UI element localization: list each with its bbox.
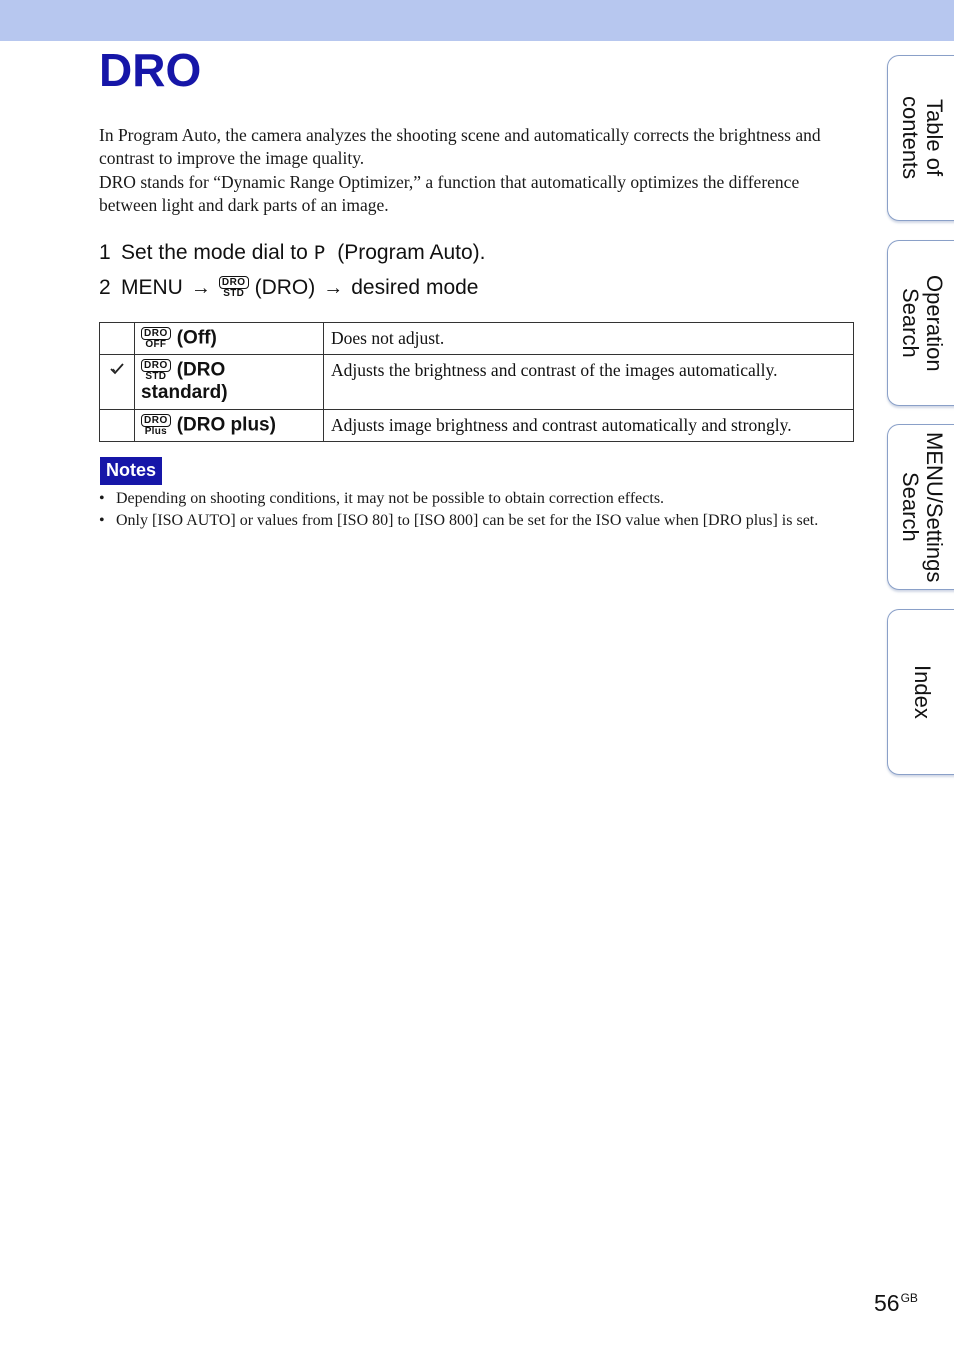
page-number-suffix: GB bbox=[900, 1291, 918, 1305]
page-number bbox=[874, 1290, 918, 1317]
mode-label: (DRO plus) bbox=[176, 414, 276, 436]
arrow-right-icon: → bbox=[323, 276, 344, 299]
page-number-value: 56 bbox=[874, 1290, 900, 1316]
tab-label: Index bbox=[910, 665, 935, 719]
tab-menu-settings-search[interactable] bbox=[887, 424, 954, 590]
mode-label: (Off) bbox=[176, 327, 217, 349]
table-cell-mode bbox=[135, 323, 324, 355]
intro-text bbox=[99, 124, 839, 217]
table-cell-mode bbox=[135, 410, 324, 442]
arrow-right-icon: → bbox=[190, 276, 211, 299]
table-cell-check bbox=[100, 355, 135, 410]
table-cell-description: Adjusts image brightness and contrast automatically and strongly. bbox=[324, 410, 854, 442]
dro-std-icon: DRO STD bbox=[219, 276, 249, 299]
step-number: 1 bbox=[99, 240, 111, 264]
table-row bbox=[100, 355, 854, 410]
dro-off-icon: DRO OFF bbox=[141, 327, 171, 350]
table-cell-description: Does not adjust. bbox=[324, 323, 854, 355]
tab-table-of-contents[interactable] bbox=[887, 55, 954, 221]
tab-label: Operation Search bbox=[898, 274, 947, 372]
dro-plus-icon: DRO Plus bbox=[141, 414, 171, 437]
intro-paragraph: In Program Auto, the camera analyzes the shooting scene and automatically corrects the brightness and contrast to improve the image quality. bbox=[99, 125, 821, 169]
notes-heading: Notes bbox=[100, 457, 162, 485]
steps bbox=[99, 235, 485, 305]
page-title: DRO bbox=[99, 44, 202, 96]
tab-operation-search[interactable] bbox=[887, 240, 954, 406]
step-text: Set the mode dial to bbox=[121, 240, 308, 264]
list-item: • Only [ISO AUTO] or values from [ISO 80] to [ISO 800] can be set for the ISO value when [DRO plus] is set. bbox=[99, 510, 854, 532]
tab-index[interactable] bbox=[887, 609, 954, 775]
notes-list bbox=[99, 488, 854, 532]
table-cell-check bbox=[100, 323, 135, 355]
table-row bbox=[100, 323, 854, 355]
tab-label: Table of contents bbox=[898, 96, 947, 180]
menu-label: MENU bbox=[121, 275, 183, 299]
program-auto-icon: P bbox=[313, 241, 326, 264]
step-text: desired mode bbox=[351, 275, 479, 299]
intro-paragraph: DRO stands for “Dynamic Range Optimizer,” a function that automatically optimizes the difference between light and dark parts of an image. bbox=[99, 171, 800, 215]
step-text: (Program Auto). bbox=[337, 240, 486, 264]
step-number: 2 bbox=[99, 275, 111, 299]
tab-label: MENU/Settings Search bbox=[898, 431, 947, 583]
table-cell-description: Adjusts the brightness and contrast of the images automatically. bbox=[324, 355, 854, 410]
step-1 bbox=[99, 235, 485, 270]
check-icon bbox=[109, 362, 125, 381]
mode-label: (DRO standard) bbox=[141, 359, 228, 403]
step-text: (DRO) bbox=[254, 275, 316, 299]
table-cell-check bbox=[100, 410, 135, 442]
table-row bbox=[100, 410, 854, 442]
dro-std-icon: DRO STD bbox=[141, 359, 171, 382]
step-2 bbox=[99, 270, 485, 305]
top-header-bar bbox=[0, 0, 954, 41]
dro-mode-table bbox=[99, 322, 854, 442]
table-cell-mode bbox=[135, 355, 324, 410]
list-item: • Depending on shooting conditions, it may not be possible to obtain correction effects. bbox=[99, 488, 854, 510]
